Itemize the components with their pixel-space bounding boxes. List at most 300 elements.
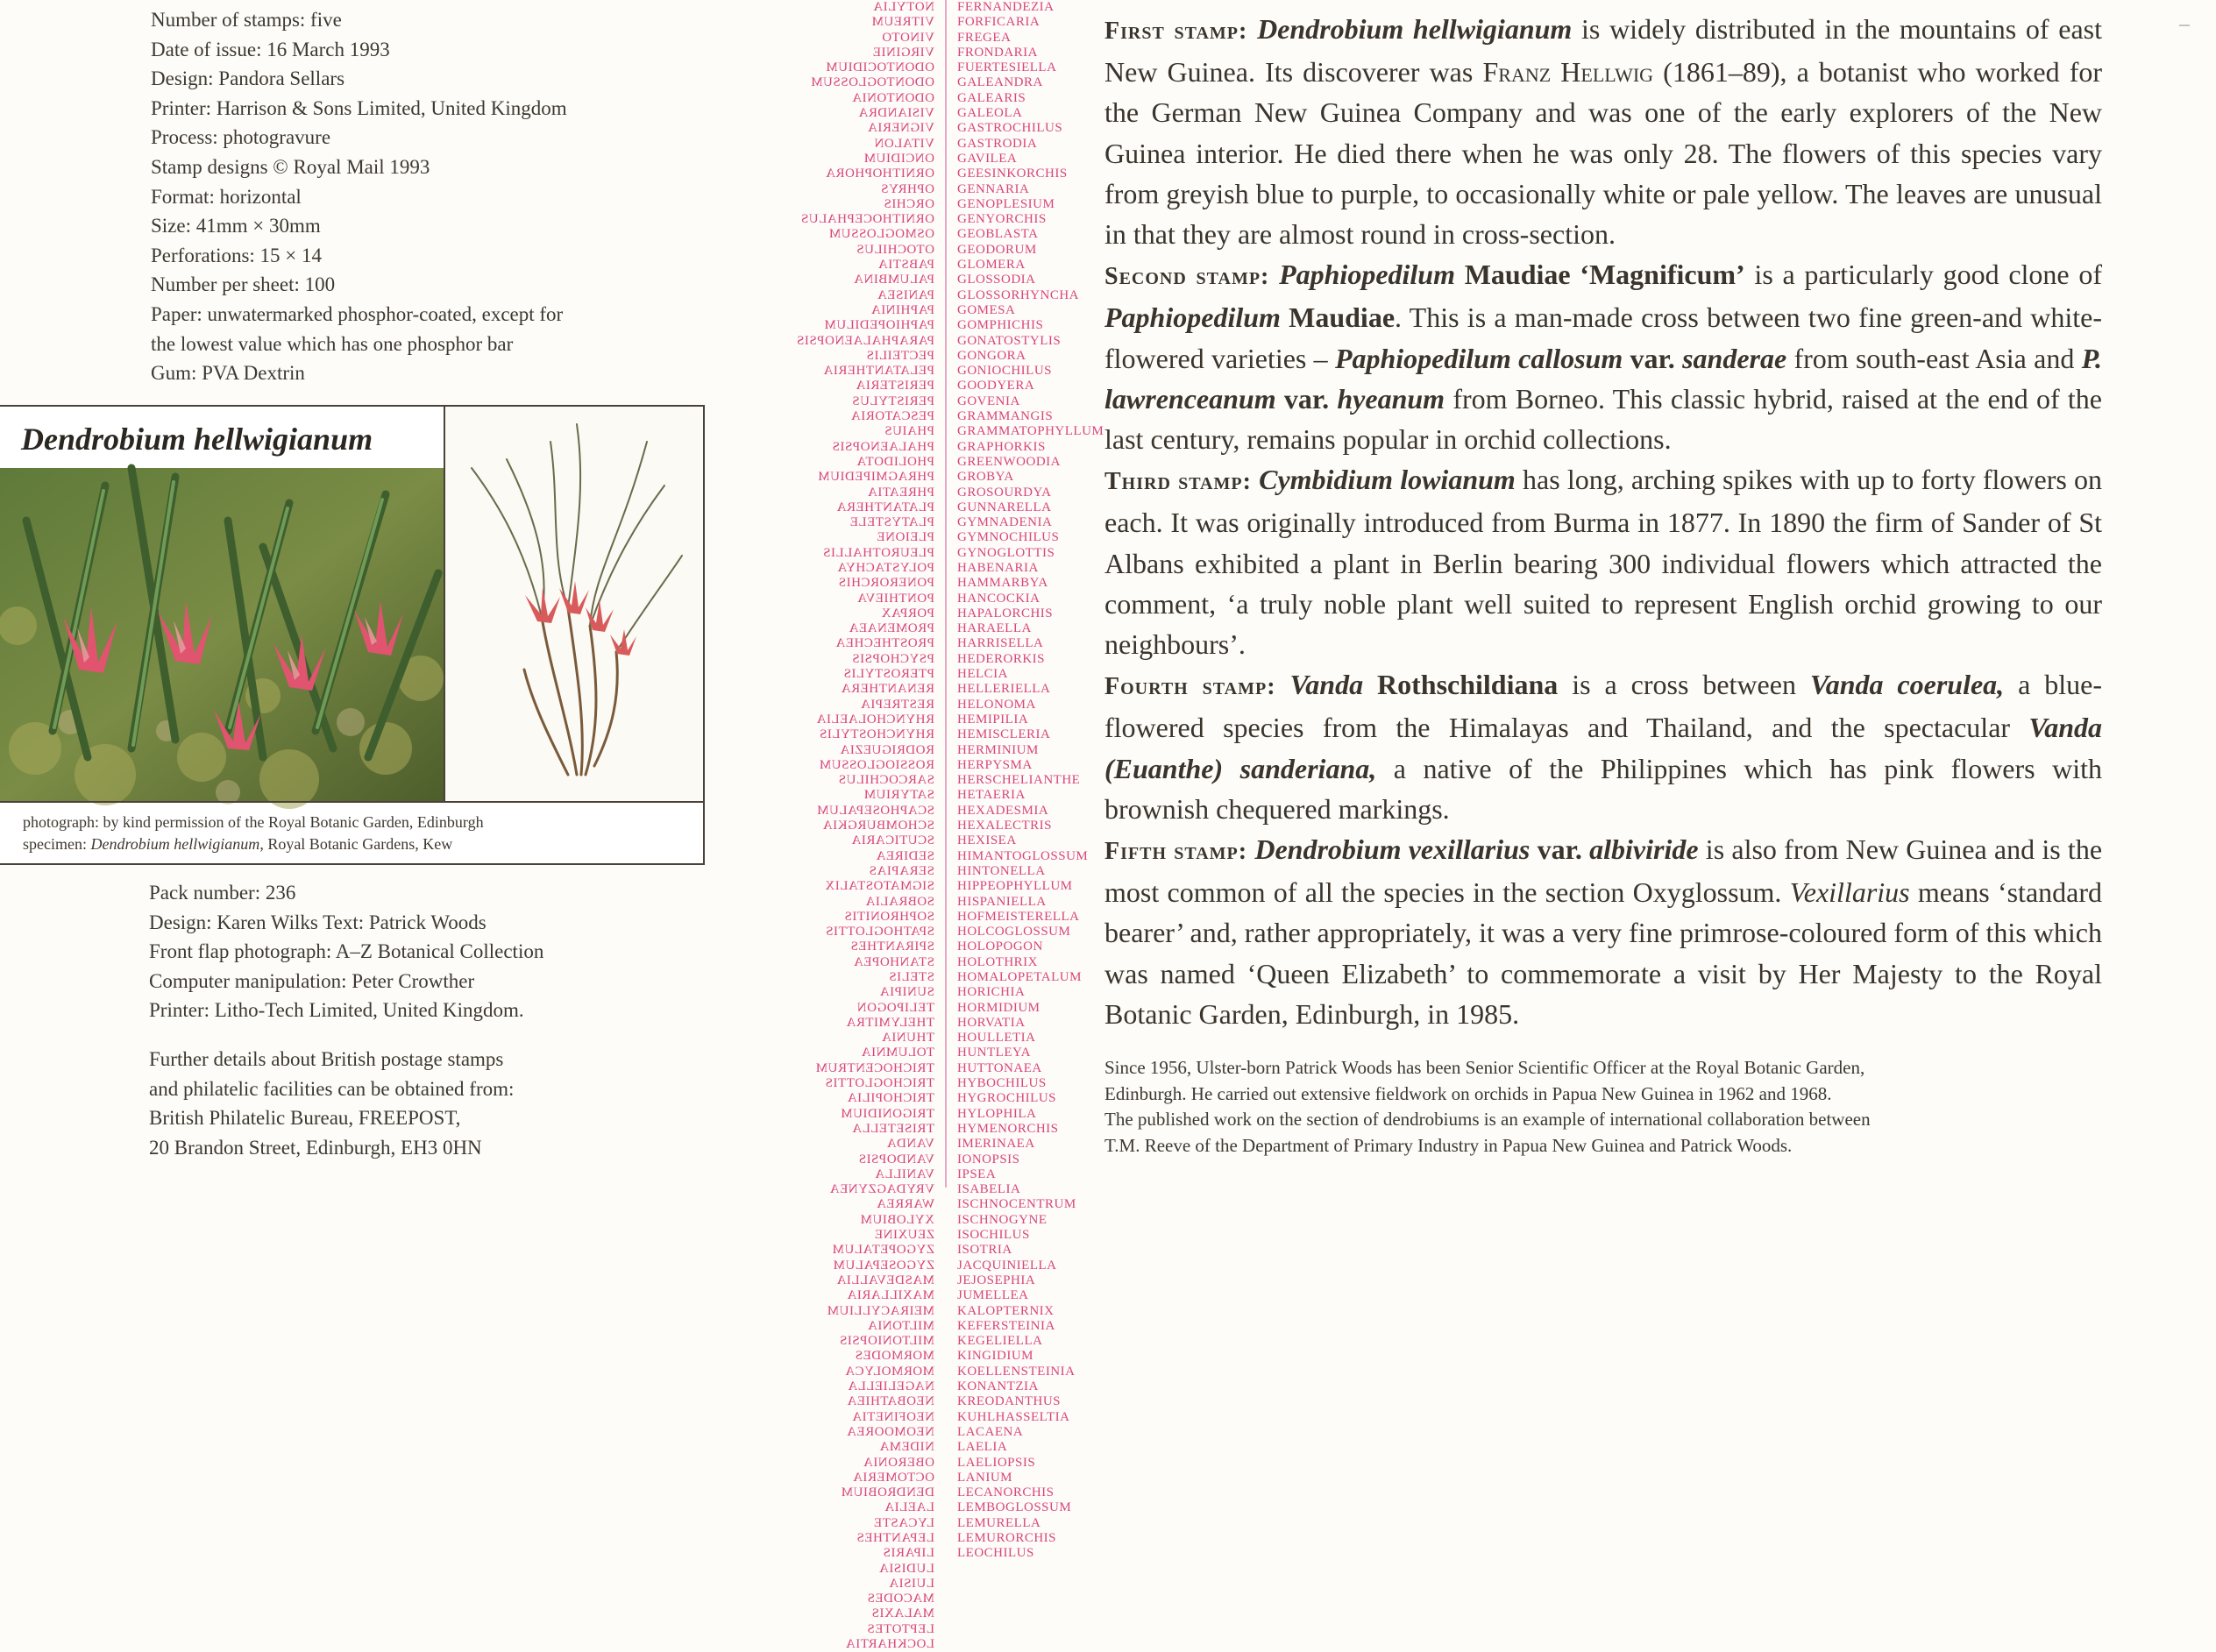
spec-line: the lowest value which has one phosphor bar: [151, 332, 514, 355]
genus-name: ISOTRIA: [957, 1243, 1012, 1258]
genus-name: GALEOLA: [957, 106, 1023, 121]
genus-name: GYMNADENIA: [957, 515, 1053, 530]
genus-name: HIMANTOGLOSSUM: [957, 848, 1089, 863]
paragraph-text: [1252, 464, 1259, 495]
genus-name: HEDERORKIS: [957, 651, 1046, 666]
genus-name: FERNANDEZIA: [957, 0, 1055, 14]
genus-name-mirrored: PROMENAEA: [849, 621, 934, 636]
genus-name: ISCHNOCENTRUM: [957, 1197, 1076, 1212]
bio-line: T.M. Reeve of the Department of Primary Industry in Papua New Guinea and Patrick Woods.: [1104, 1134, 1793, 1156]
paragraph-text: a blue-flowered species from the Himalayas and Thailand, and the spectacular: [1104, 669, 2102, 744]
genus-name-mirrored: PORPAX: [881, 606, 934, 620]
genus-name-mirrored: PHREATIA: [867, 485, 934, 500]
genus-name-mirrored: MILTONIOPSIS: [839, 1334, 934, 1349]
genus-name-mirrored: ODONTOCIDIUM: [825, 60, 934, 75]
genus-name-mirrored: NEOBATHIEA: [847, 1394, 934, 1409]
genus-name: ISOCHILUS: [957, 1228, 1030, 1243]
caption-specimen-species: Dendrobium hellwigianum: [90, 835, 260, 853]
genus-name-mirrored: MALAXIS: [871, 1606, 934, 1621]
genus-name-mirrored: POLYSTACHYA: [836, 560, 934, 575]
genus-list: [957, 0, 1124, 1561]
genus-name: HANCOCKIA: [957, 591, 1041, 606]
genus-name: LACAENA: [957, 1424, 1024, 1439]
spec-line: Date of issue: 16 March 1993: [151, 38, 390, 60]
genus-name-mirrored: TRICHOGLOTTIS: [825, 1076, 934, 1091]
genus-name-mirrored: VITALON: [874, 136, 934, 151]
genus-name: HEMISCLERIA: [957, 727, 1051, 742]
stamp-number-label: Fourth stamp:: [1104, 673, 1276, 701]
spec-line: Printer: Harrison & Sons Limited, United Kingdom: [151, 96, 567, 119]
genus-name-mirrored: DENDROBIUM: [841, 1485, 934, 1500]
genus-name: FORFICARIA: [957, 15, 1041, 30]
genus-name: GENNARIA: [957, 181, 1030, 196]
genus-name: LEMURORCHIS: [957, 1530, 1057, 1545]
genus-name: GOVENIA: [957, 394, 1020, 408]
genus-name-mirrored: VITREUM: [871, 15, 934, 30]
genus-name: GYNOGLOTTIS: [957, 545, 1055, 560]
genus-name-mirrored: PLATANTHERA: [836, 500, 934, 514]
genus-name-mirrored: PESCATORIA: [850, 409, 934, 424]
genus-name: GONGORA: [957, 348, 1026, 363]
genus-name-mirrored: MAXILLARIA: [847, 1288, 934, 1303]
genus-name: HAMMARBYA: [957, 576, 1048, 591]
genus-name-mirrored: VISIANDRA: [858, 106, 934, 121]
bureau-line: and philatelic facilities can be obtained from:: [149, 1077, 515, 1100]
genus-name-mirrored: NOTYLIA: [872, 0, 934, 14]
genus-name-mirrored: PLATYSTELE: [849, 515, 934, 530]
genus-name: HINTONELLA: [957, 863, 1046, 878]
spec-line: Size: 41mm × 30mm: [151, 215, 321, 238]
genus-name-mirrored: RHYNCHOSTYLIS: [819, 727, 934, 742]
genus-name: GONATOSTYLIS: [957, 333, 1062, 348]
genus-name: GOMESA: [957, 302, 1016, 317]
genus-name: GLOSSORHYNCHA: [957, 287, 1080, 302]
species-name: hyeanum: [1337, 382, 1445, 415]
genus-name-mirrored: PABSTIA: [877, 258, 934, 273]
genus-name: HEMIPILIA: [957, 712, 1029, 727]
genus-name-mirrored: MEIRACYLLIUM: [827, 1303, 934, 1318]
genus-name-mirrored: ONCIDIUM: [863, 151, 934, 166]
spec-line: Format: horizontal: [151, 185, 302, 208]
genus-name-mirrored: LUISIA: [888, 1576, 934, 1591]
genus-name: LEMBOGLOSSUM: [957, 1500, 1072, 1515]
species-name: Dendrobium vexillarius: [1254, 833, 1531, 866]
species-name: Vanda: [1289, 669, 1364, 701]
credit-line: Design: Karen Wilks Text: Patrick Woods: [149, 911, 487, 933]
genus-name-mirrored: PAPHINIA: [870, 302, 934, 317]
genus-name-mirrored: XYLOBIUM: [860, 1212, 934, 1227]
genus-name-mirrored: SUNIPIA: [879, 985, 934, 1000]
figure-title: Dendrobium hellwigianum: [21, 422, 373, 457]
paragraph-text: is widely distributed in the mountains of east New Guinea. Its discoverer was: [1104, 13, 2103, 89]
genus-name-mirrored: WARREA: [876, 1197, 934, 1212]
genus-name-mirrored: RESTREPIA: [860, 697, 934, 712]
genus-name-mirrored: ORNITHOCEPHALUS: [800, 212, 934, 227]
bureau-line: Further details about British postage stamps: [149, 1048, 504, 1070]
genus-name: HOULLETIA: [957, 1031, 1036, 1046]
genus-name: HYBOCHILUS: [957, 1076, 1047, 1091]
philatelic-bureau-info: [149, 1045, 514, 1162]
herbarium-specimen: [444, 407, 703, 803]
genus-name: IPSEA: [957, 1166, 997, 1181]
genus-name-mirrored: THELYMITRA: [846, 1015, 934, 1030]
genus-name: GYMNOCHILUS: [957, 530, 1060, 545]
genus-name-mirrored: NEOMOOREA: [846, 1424, 934, 1439]
genus-name: HERMINIUM: [957, 742, 1039, 757]
genus-name: HORICHIA: [957, 985, 1026, 1000]
genus-name-mirrored: SEDIREA: [876, 848, 934, 863]
genus-name-mirrored: PARAPHALAENOPSIS: [796, 333, 934, 348]
genus-name: GALEANDRA: [957, 75, 1043, 90]
genus-name-mirrored: LIPARIS: [883, 1546, 934, 1561]
genus-name: FUERTESIELLA: [957, 60, 1057, 75]
genus-name-mirrored: PAPHIOPEDILUM: [824, 318, 934, 333]
stamp-specifications: [151, 5, 642, 388]
spec-line: Perforations: 15 × 14: [151, 244, 323, 266]
bio-line: Edinburgh. He carried out extensive fieldwork on orchids in Papua New Guinea in 1962 and 1968.: [1104, 1082, 1832, 1104]
genus-name-mirrored: VIRGINIE: [872, 45, 934, 60]
genus-name: KONANTZIA: [957, 1379, 1039, 1394]
genus-name: GAVILEA: [957, 151, 1018, 166]
genus-name: GLOMERA: [957, 258, 1026, 273]
credit-line: Pack number: 236: [149, 882, 296, 904]
genus-name-mirrored: PELATANTHERIA: [823, 364, 934, 379]
genus-name: ISCHNOGYNE: [957, 1212, 1048, 1227]
paragraph-text: has long, arching spikes with up to forty flowers on each. It was originally introduced from Burma in 1877. In 1890 the firm of Sander of St Albans exhibited a plant in Berlin bearing 300 individual flowers which attracted the comment, ‘a truly noble plant well suited to represent English orchid growing to our neighbours’.: [1104, 464, 2103, 661]
species-name: Vexillarius: [1789, 876, 1910, 909]
species-name: Vanda (Euanthe) sanderiana,: [1104, 712, 2102, 784]
genus-name: JACQUINIELLA: [957, 1258, 1057, 1273]
genus-name-mirrored: PANISEA: [877, 287, 934, 302]
credit-line: Printer: Litho-Tech Limited, United Kingdom.: [149, 999, 524, 1022]
caption-photograph: photograph: by kind permission of the Royal Botanic Garden, Edinburgh: [23, 813, 484, 831]
spec-line: Design: Pandora Sellars: [151, 67, 345, 90]
genus-name-mirrored: LEPTOTES: [866, 1621, 934, 1636]
genus-name: GASTROCHILUS: [957, 121, 1063, 136]
genus-name: KREODANTHUS: [957, 1394, 1061, 1409]
stamp-paragraph: [1104, 664, 2102, 829]
genus-name: ISABELIA: [957, 1182, 1021, 1197]
genus-name: JEJOSEPHIA: [957, 1273, 1036, 1287]
genus-name: LAELIOPSIS: [957, 1455, 1036, 1470]
spec-line: Gum: PVA Dextrin: [151, 362, 305, 385]
species-name: albiviride: [1589, 833, 1699, 866]
bio-line: The published work on the section of dendrobiums is an example of international collaboration between: [1104, 1109, 1871, 1130]
genus-name-mirrored: THUNIA: [881, 1031, 934, 1046]
genus-name-mirrored: SIGMATOSTALIX: [824, 879, 934, 894]
genus-name-mirrored: SCHOMBURGKIA: [822, 819, 934, 833]
genus-list-mirrored: [708, 0, 934, 1652]
genus-name-mirrored: SCAPHOSEPALUM: [816, 803, 934, 818]
genus-name: GOODYERA: [957, 379, 1035, 394]
genus-name-mirrored: ROSSIOGLOSSUM: [819, 757, 934, 772]
genus-name-mirrored: SOPHRONITIS: [843, 909, 934, 924]
genus-name: HOFMEISTERELLA: [957, 909, 1080, 924]
genus-name: HARAELLA: [957, 621, 1032, 636]
genus-name-mirrored: VRYDAGZYNEA: [829, 1182, 934, 1197]
genus-name: HELONOMA: [957, 697, 1036, 712]
orchid-photograph: [0, 468, 444, 801]
paragraph-text: is a cross between: [1558, 669, 1810, 701]
genus-name: HOMALOPETALUM: [957, 970, 1082, 984]
genus-name-mirrored: TRICHOCENTRUM: [815, 1060, 934, 1075]
genus-name: HOLOTHRIX: [957, 954, 1038, 969]
genus-name: HUNTLEYA: [957, 1046, 1031, 1060]
spec-line: Paper: unwatermarked phosphor-coated, except for: [151, 302, 564, 325]
genus-name-mirrored: SARCOCHILUS: [838, 773, 934, 788]
genus-name: FRONDARIA: [957, 45, 1039, 60]
genus-name-mirrored: OCTOMERIA: [852, 1470, 934, 1485]
caption-specimen: [23, 833, 689, 855]
genus-name-mirrored: NAGELIELLA: [847, 1379, 934, 1394]
paragraph-text: from Borneo. This classic hybrid, raised at the end of the last century, remains popular in orchid collections.: [1104, 382, 2103, 456]
species-name: Rothschildiana: [1363, 669, 1559, 701]
paragraph-text: [1269, 259, 1279, 290]
genus-name-mirrored: RHYNCHOLAELIA: [816, 712, 934, 727]
genus-name-mirrored: PHAIUS: [884, 424, 934, 439]
species-name: var.: [1275, 382, 1338, 415]
genus-name: GONIOCHILUS: [957, 364, 1052, 379]
paragraph-text: from south-east Asia and: [1786, 342, 2082, 374]
species-name: var.: [1623, 342, 1683, 374]
orchid-photo-image: [0, 468, 444, 801]
genus-name-mirrored: TRIGONIDIUM: [840, 1106, 934, 1121]
stamp-descriptions: [1104, 9, 2102, 1034]
genus-name: FREGEA: [957, 30, 1012, 45]
paragraph-text: is a particularly good clone of: [1744, 259, 2103, 291]
genus-name: LEMURELLA: [957, 1515, 1041, 1530]
genus-name: HETAERIA: [957, 788, 1026, 803]
genus-name-mirrored: LAELIA: [884, 1500, 934, 1515]
genus-name: GEOBLASTA: [957, 227, 1039, 242]
genus-name: GLOSSODIA: [957, 273, 1036, 287]
genus-name: HELLERIELLA: [957, 682, 1051, 697]
genus-name-mirrored: MASDEVALLIA: [836, 1273, 934, 1287]
stamp-number-label: First stamp:: [1104, 18, 1248, 45]
genus-name: HARRISELLA: [957, 636, 1044, 651]
genus-name-mirrored: PHOLIDOTA: [856, 454, 934, 469]
bureau-line: 20 Brandon Street, Edinburgh, EH3 0HN: [149, 1136, 482, 1159]
genus-name: HAPALORCHIS: [957, 606, 1054, 620]
stamp-number-label: Third stamp:: [1104, 468, 1252, 496]
genus-name: JUMELLEA: [957, 1288, 1029, 1303]
stamp-number-label: Fifth stamp:: [1104, 838, 1248, 866]
genus-name-mirrored: TOLUMNIA: [861, 1046, 934, 1060]
spec-line: Number of stamps: five: [151, 9, 342, 31]
genus-name-mirrored: OTOCHILUS: [856, 242, 934, 257]
species-name: Cymbidium lowianum: [1259, 464, 1516, 496]
species-name: Dendrobium hellwigianum: [1257, 13, 1573, 45]
genus-name-mirrored: OSMOGLOSSUM: [828, 227, 934, 242]
spec-line: Process: photogravure: [151, 126, 331, 149]
genus-name: GRAMMATOPHYLLUM: [957, 424, 1104, 439]
genus-name: HYLOPHILA: [957, 1106, 1037, 1121]
genus-name-mirrored: PALUMBINA: [853, 273, 934, 287]
genus-name: HEXALECTRIS: [957, 819, 1052, 833]
genus-name: GALEARIS: [957, 90, 1026, 105]
genus-name-mirrored: ORCHIS: [883, 196, 934, 211]
genus-name-mirrored: PLEUROTHALLIS: [822, 545, 934, 560]
genus-name-mirrored: VINOTO: [881, 30, 934, 45]
genus-name-mirrored: ZYGOSEPALUM: [833, 1258, 934, 1273]
genus-name: IMERINAEA: [957, 1137, 1035, 1152]
genus-name: HUTTONAEA: [957, 1060, 1042, 1075]
genus-name-mirrored: VANILLA: [874, 1166, 934, 1181]
genus-name: GRAMMANGIS: [957, 409, 1054, 424]
genus-name-mirrored: NIDEMA: [879, 1440, 934, 1455]
genus-name-mirrored: SATYRIUM: [863, 788, 934, 803]
genus-name: HELCIA: [957, 667, 1008, 682]
genus-name: GOMPHICHIS: [957, 318, 1044, 333]
paragraph-text: [1276, 669, 1290, 700]
bureau-line: British Philatelic Bureau, FREEPOST,: [149, 1107, 461, 1130]
paragraph-text: a native of the Philippines which has pink flowers with brownish chequered markings.: [1104, 752, 2102, 825]
genus-name-mirrored: MORMODES: [855, 1349, 934, 1364]
edge-mark: [2179, 25, 2190, 26]
genus-name-mirrored: SCUTICARIA: [850, 833, 934, 848]
species-name: sanderae: [1682, 342, 1787, 374]
genus-name-mirrored: SOBRALIA: [864, 894, 934, 909]
genus-name: HEXADESMIA: [957, 803, 1049, 818]
genus-name-mirrored: LEPANTHES: [856, 1530, 934, 1545]
genus-name-mirrored: PERISTYLUS: [851, 394, 934, 408]
genus-name: KEFERSTEINIA: [957, 1318, 1055, 1333]
caption-specimen-suffix: , Royal Botanic Gardens, Kew: [259, 835, 453, 853]
genus-name-mirrored: LOCKHARTIA: [845, 1637, 934, 1652]
centre-spine: [945, 0, 947, 1188]
genus-name-mirrored: RODRIGUEZIA: [840, 742, 934, 757]
genus-name: GROSOURDYA: [957, 485, 1052, 500]
stamp-paragraph: [1104, 459, 2102, 664]
genus-name-mirrored: ORNITHOPHORA: [825, 167, 934, 181]
genus-name: GRAPHORKIS: [957, 439, 1046, 454]
orchid-figure: [0, 405, 705, 865]
genus-name-mirrored: SPIRANTHES: [850, 939, 934, 954]
genus-name: HEXISEA: [957, 833, 1017, 848]
species-name: Maudiae ‘Magnificum’: [1454, 259, 1745, 291]
species-name: var.: [1530, 833, 1590, 866]
stamp-paragraph: [1104, 254, 2102, 459]
genus-name: KUHLHASSELTIA: [957, 1409, 1070, 1424]
genus-name-mirrored: PROSTHECHEA: [835, 636, 934, 651]
genus-name: HERSCHELIANTHE: [957, 773, 1081, 788]
paragraph-text: . This is a man-made cross between two fine green-and white-flowered varieties –: [1104, 301, 2103, 374]
genus-name-mirrored: LYCASTE: [873, 1515, 934, 1530]
genus-name: LECANORCHIS: [957, 1485, 1055, 1500]
genus-name: IONOPSIS: [957, 1152, 1020, 1166]
stamp-paragraph: [1104, 9, 2102, 254]
paragraph-text: (1861–89), a botanist who worked for the German New Guinea Company and was one of the early explorers of the New Guinea interior. He died there when he was only 28. The flowers of this species vary from greyish blue to purple, to occasionally white or pale yellow. The leaves are unusual in that they are almost round in cross-section.: [1104, 56, 2103, 251]
species-name: Paphiopedilum: [1104, 301, 1281, 334]
genus-name-mirrored: MACODES: [867, 1592, 934, 1606]
genus-name-mirrored: LUDISIA: [878, 1561, 934, 1576]
genus-name: HABENARIA: [957, 560, 1039, 575]
genus-name: HERPYSMA: [957, 757, 1033, 772]
pack-credits: [149, 878, 543, 1025]
genus-name-mirrored: MILTONIA: [867, 1318, 934, 1333]
genus-name-mirrored: PSYCHOPSIS: [851, 651, 934, 666]
genus-name-mirrored: PECTEILIS: [866, 348, 934, 363]
paragraph-text: [1247, 13, 1257, 45]
genus-name: GASTRODIA: [957, 136, 1038, 151]
genus-name: HOLOPOGON: [957, 939, 1043, 954]
genus-name-mirrored: PTEROSTYLIS: [843, 667, 934, 682]
genus-name-mirrored: VANDOPSIS: [858, 1152, 934, 1166]
paragraph-text: means ‘standard bearer’ and, rather appropriately, it was a very fine primrose-coloured form of this which was named ‘Queen Elizabeth’ to commemorate a visit by Her Majesty to the Royal Botanic Garden, Edinburgh, in 1985.: [1104, 876, 2103, 1030]
spec-line: Stamp designs © Royal Mail 1993: [151, 155, 430, 178]
genus-name: GEESINKORCHIS: [957, 167, 1068, 181]
genus-name: HORMIDIUM: [957, 1000, 1041, 1015]
stamp-paragraph: [1104, 829, 2102, 1034]
genus-name-mirrored: ZEUXINE: [874, 1228, 934, 1243]
genus-name-mirrored: TELIPOGON: [856, 1000, 934, 1015]
genus-name: GROBYA: [957, 470, 1014, 485]
genus-name-mirrored: PLEIONE: [877, 530, 934, 545]
genus-name: GENOPLESIUM: [957, 196, 1055, 211]
genus-name-mirrored: VIGNERIA: [867, 121, 934, 136]
genus-name: HYMENORCHIS: [957, 1121, 1059, 1136]
genus-name: HORVATIA: [957, 1015, 1026, 1030]
genus-name-mirrored: MORMOLYCA: [844, 1364, 934, 1379]
genus-name: GEODORUM: [957, 242, 1037, 257]
figure-divider: [0, 801, 703, 803]
genus-name: LEOCHILUS: [957, 1546, 1034, 1561]
genus-name: GREENWOODIA: [957, 454, 1061, 469]
genus-name: HOLCOGLOSSUM: [957, 925, 1071, 939]
genus-name-mirrored: ODONTONIA: [851, 90, 934, 105]
figure-captions: [23, 812, 689, 855]
genus-name-mirrored: SERAPIAS: [869, 863, 934, 878]
genus-name-mirrored: PONERORCHIS: [838, 576, 934, 591]
genus-name-mirrored: PHRAGMIPEDIUM: [817, 470, 934, 485]
species-name: Paphiopedilum callosum: [1334, 342, 1623, 374]
genus-name-mirrored: PHALAENOPSIS: [832, 439, 934, 454]
species-name: Vanda coerulea,: [1809, 669, 2005, 701]
species-name: Paphiopedilum: [1279, 259, 1455, 291]
genus-name: KALOPTERNIX: [957, 1303, 1055, 1318]
genus-name-mirrored: RENANTHERA: [841, 682, 934, 697]
spec-line: Number per sheet: 100: [151, 273, 336, 296]
species-name: Maudiae: [1280, 301, 1396, 334]
genus-name: KOELLENSTEINIA: [957, 1364, 1076, 1379]
paragraph-text: is also from New Guinea and is the most common of all the species in the section Oxyglossum.: [1104, 833, 2103, 909]
genus-name-mirrored: PERISTERIA: [855, 379, 934, 394]
genus-name-mirrored: VANDA: [886, 1137, 934, 1152]
caption-specimen-prefix: specimen:: [23, 835, 91, 853]
genus-name: HYGROCHILUS: [957, 1091, 1057, 1106]
bio-line: Since 1956, Ulster-born Patrick Woods has been Senior Scientific Officer at the Royal Botanic Garden,: [1104, 1057, 1865, 1078]
stamp-number-label: Second stamp:: [1104, 263, 1270, 291]
genus-name-mirrored: OPHRYS: [880, 181, 934, 196]
genus-name: LAELIA: [957, 1440, 1008, 1455]
genus-name-mirrored: TRICHOPILIA: [847, 1091, 934, 1106]
genus-name-mirrored: PONTHIEVA: [856, 591, 934, 606]
genus-name: HIPPEOPHYLLUM: [957, 879, 1073, 894]
genus-name-mirrored: OBERONIA: [863, 1455, 934, 1470]
genus-name: GENYORCHIS: [957, 212, 1047, 227]
credit-line: Front flap photograph: A–Z Botanical Collection: [149, 940, 544, 963]
genus-name-mirrored: SPATHOGLOTTIS: [825, 925, 934, 939]
genus-name-mirrored: ZYGOPETALUM: [832, 1243, 934, 1258]
author-biography: [1104, 1055, 2102, 1159]
genus-name-mirrored: NEOFINETIA: [851, 1409, 934, 1424]
genus-name: GUNNARELLA: [957, 500, 1052, 514]
species-name: Franz Hellwig: [1482, 56, 1654, 89]
genus-name-mirrored: STELIS: [888, 970, 934, 984]
species-name: P. lawrenceanum: [1104, 342, 2103, 415]
genus-name-mirrored: STANHOPEA: [853, 954, 934, 969]
genus-name: LANIUM: [957, 1470, 1012, 1485]
